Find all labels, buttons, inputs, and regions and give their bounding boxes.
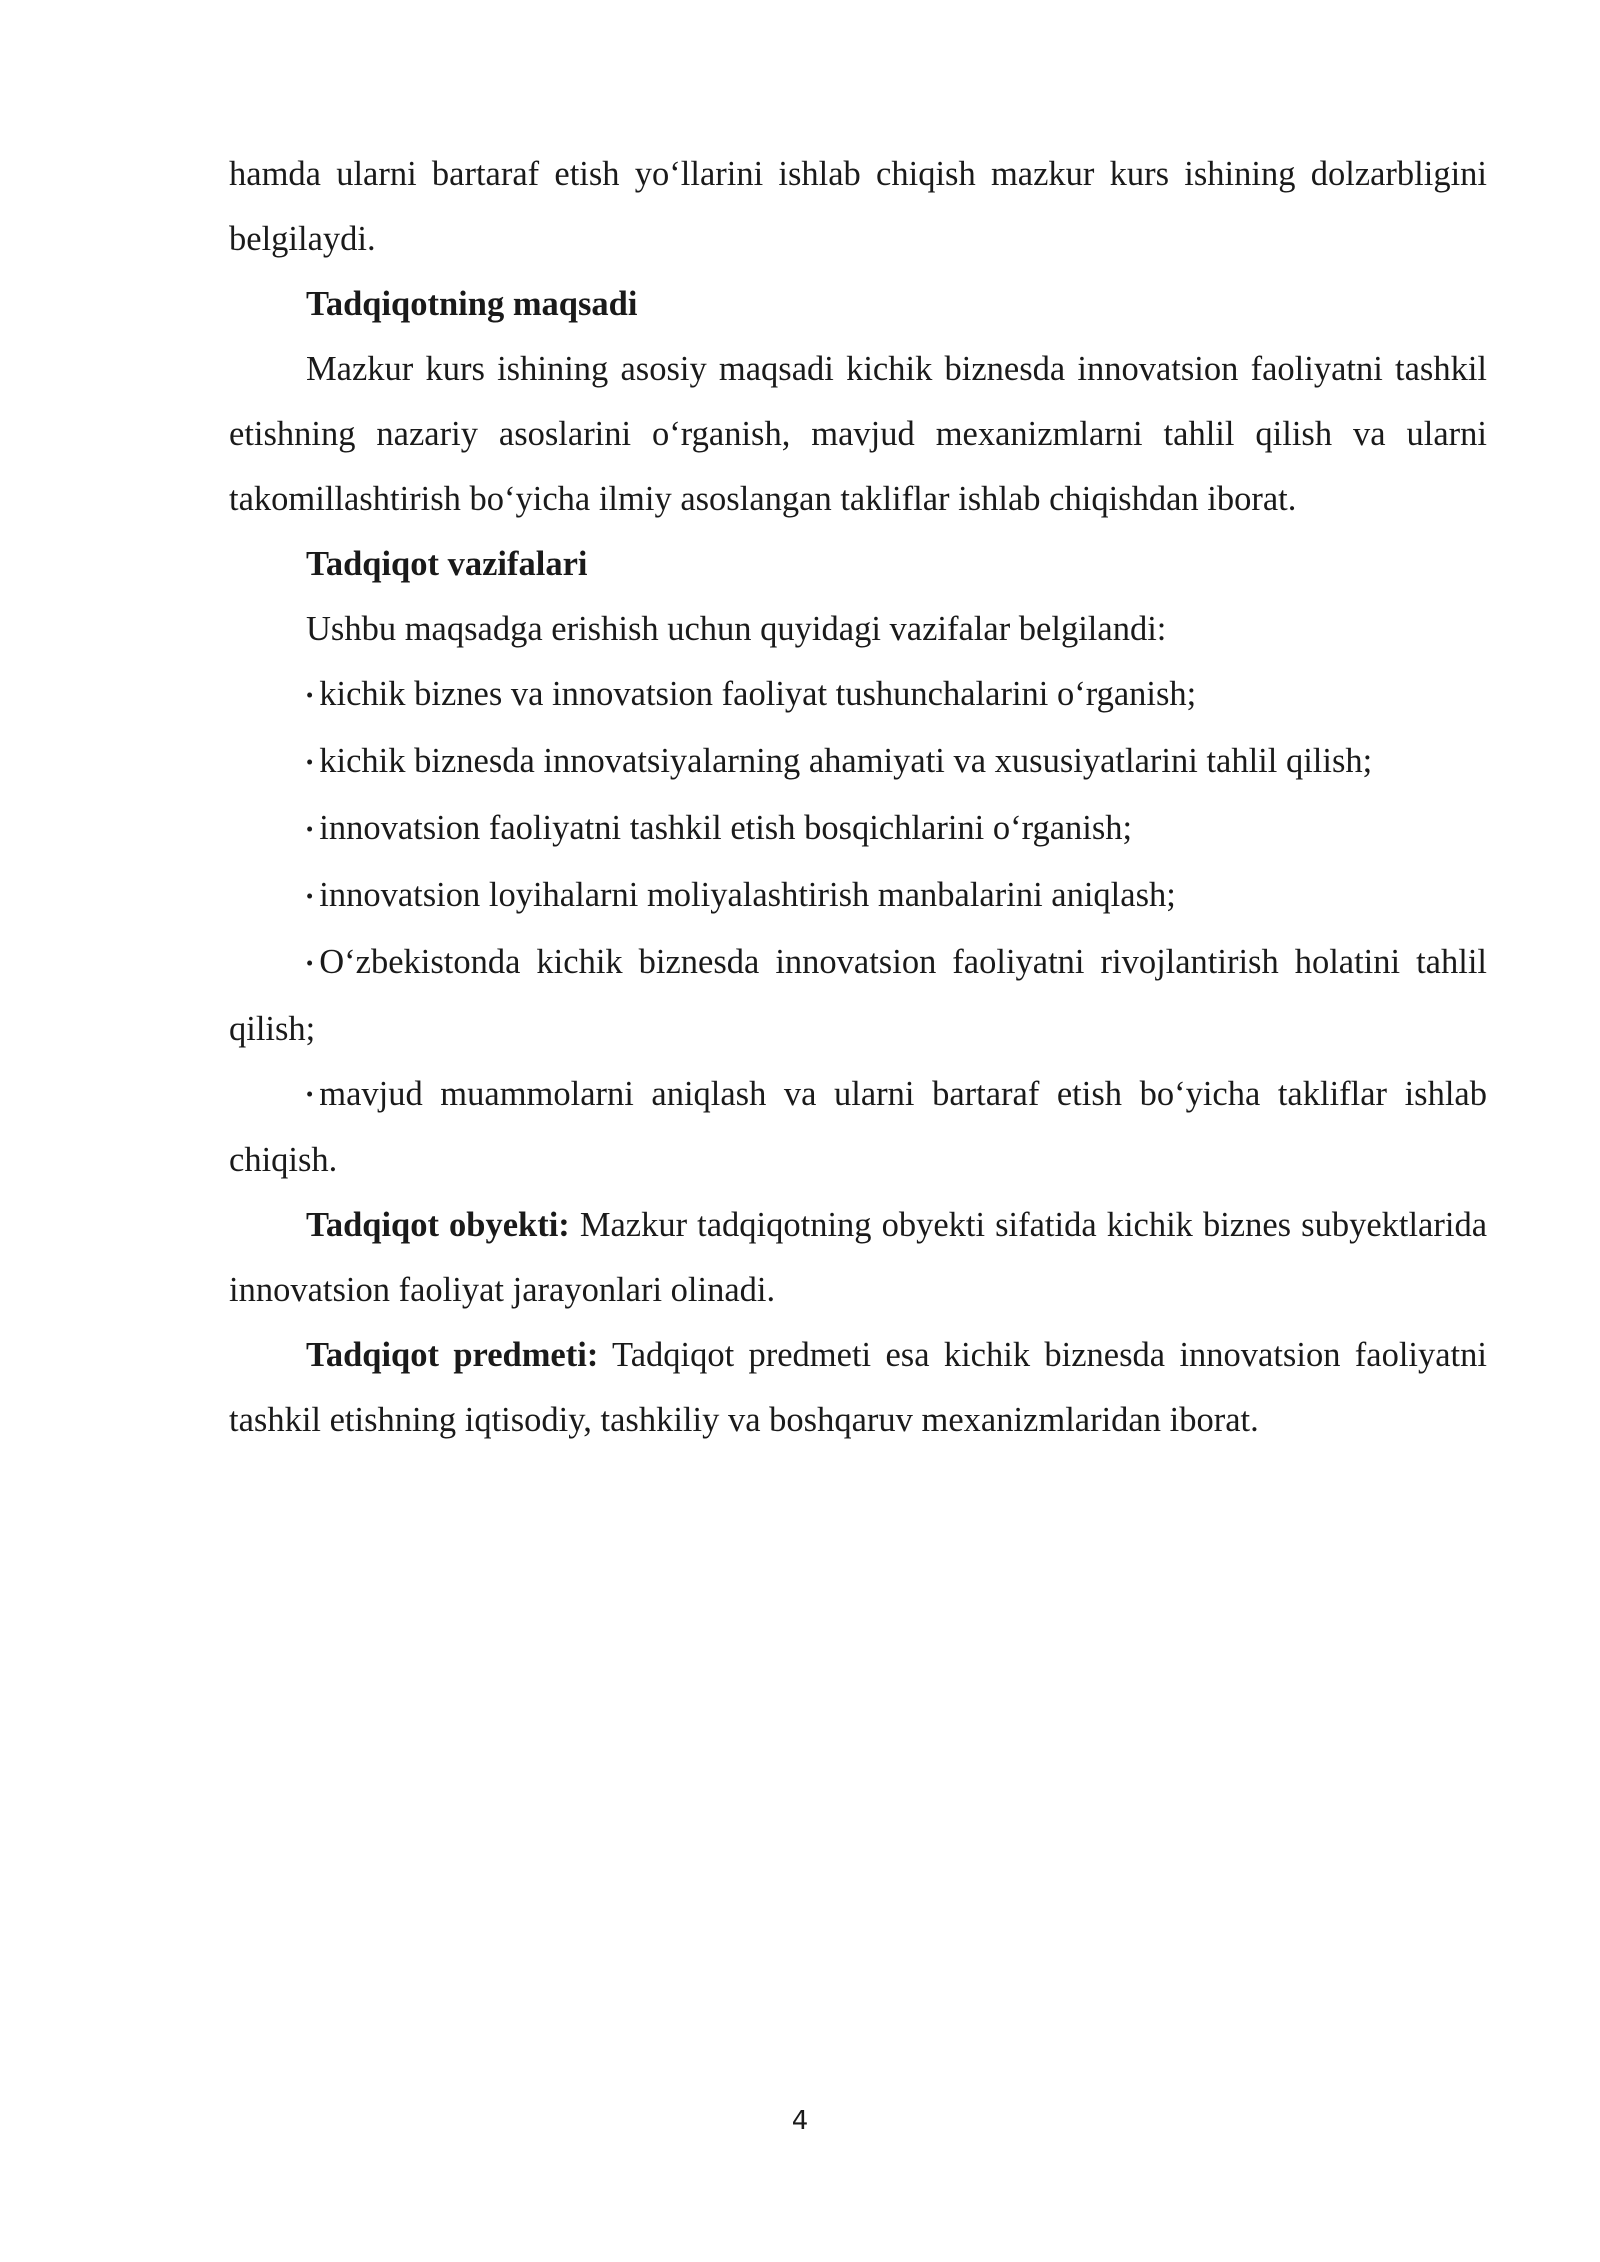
- intro-continuation-paragraph: hamda ularni bartaraf etish yo‘llarini ishlab chiqish mazkur kurs ishining dolzarbligini belgilaydi.: [229, 155, 1487, 258]
- page-body: [229, 142, 1487, 1453]
- bullet-icon: •: [306, 1084, 314, 1107]
- goal-paragraph: Mazkur kurs ishining asosiy maqsadi kichik biznesda innovatsion faoliyatni tashkil etishning nazariy asoslarini o‘rganish, mavjud mexanizmlarni tahlil qilish va ularni takomillashtirish bo‘yicha ilmiy asoslangan takliflar ishlab chiqishdan iborat.: [229, 350, 1487, 518]
- object-text: Mazkur tadqiqotning obyekti sifatida kichik biznes subyektlarida innovatsion faoliyat jarayonlari olinadi.: [229, 1206, 1488, 1310]
- bullet-icon: •: [306, 885, 314, 908]
- goal-heading: Tadqiqotning maqsadi: [306, 285, 638, 323]
- task-list-item: [229, 1062, 1487, 1194]
- task-list-item: [229, 930, 1487, 1062]
- subject-text: Tadqiqot predmeti esa kichik biznesda innovatsion faoliyatni tashkil etishning iqtisodiy, tashkiliy va boshqaruv mexanizmlaridan iborat.: [229, 1336, 1487, 1440]
- task-text: O‘zbekistonda kichik biznesda innovatsion faoliyatni rivojlantirish holatini tahlil qilish;: [229, 942, 1487, 1048]
- object-paragraph: [229, 1193, 1487, 1323]
- subject-paragraph: [229, 1323, 1487, 1453]
- bullet-icon: •: [306, 751, 314, 774]
- task-text: innovatsion loyihalarni moliyalashtirish manbalarini aniqlash;: [319, 875, 1176, 914]
- subject-label: Tadqiqot predmeti:: [306, 1336, 599, 1375]
- tasks-intro-paragraph: Ushbu maqsadga erishish uchun quyidagi vazifalar belgilandi:: [306, 610, 1167, 648]
- task-text: kichik biznes va innovatsion faoliyat tushunchalarini o‘rganish;: [319, 675, 1197, 713]
- task-text: mavjud muammolarni aniqlash va ularni bartaraf etish bo‘yicha takliflar ishlab chiqish.: [229, 1074, 1487, 1180]
- task-list-item: [229, 796, 1487, 863]
- page-number: 4: [791, 2106, 809, 2136]
- object-label: Tadqiqot obyekti:: [306, 1206, 570, 1245]
- task-list-item: [229, 662, 1487, 729]
- tasks-heading: Tadqiqot vazifalari: [306, 545, 588, 583]
- task-text: kichik biznesda innovatsiyalarning ahamiyati va xususiyatlarini tahlil qilish;: [319, 741, 1373, 780]
- bullet-icon: •: [306, 952, 314, 975]
- task-text: innovatsion faoliyatni tashkil etish bosqichlarini o‘rganish;: [319, 808, 1133, 847]
- bullet-icon: •: [306, 818, 314, 841]
- task-list-item: [229, 729, 1487, 796]
- bullet-icon: •: [306, 684, 314, 707]
- task-list-item: [229, 863, 1487, 930]
